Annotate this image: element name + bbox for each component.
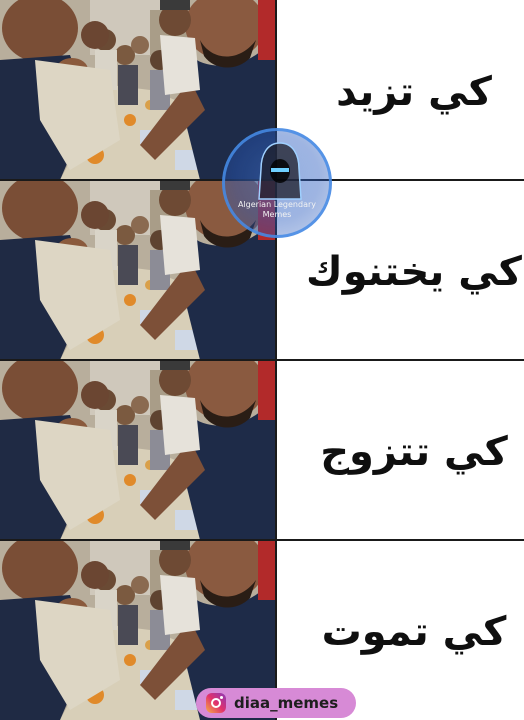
meme-panel [0, 360, 524, 540]
panel-caption: كي تموت [321, 609, 507, 655]
instagram-credit-tag[interactable] [196, 688, 356, 718]
panel-photo [0, 360, 276, 540]
instagram-handle: diaa_memes [234, 694, 339, 712]
panel-caption: كي يختنوك [306, 249, 522, 295]
watermark-subtitle: Memes [262, 210, 292, 219]
instagram-icon [206, 693, 226, 713]
panel-caption: كي تزيد [336, 69, 492, 115]
hooded-figure-icon [255, 141, 305, 201]
row-divider [0, 539, 524, 541]
row-divider [0, 359, 524, 361]
caption-cell [276, 360, 524, 540]
watermark-title: Algerian Legendary [237, 200, 317, 209]
crowd-eating-photo [0, 360, 276, 540]
panel-caption: كي تتزوج [320, 429, 508, 475]
watermark-badge [222, 128, 332, 238]
